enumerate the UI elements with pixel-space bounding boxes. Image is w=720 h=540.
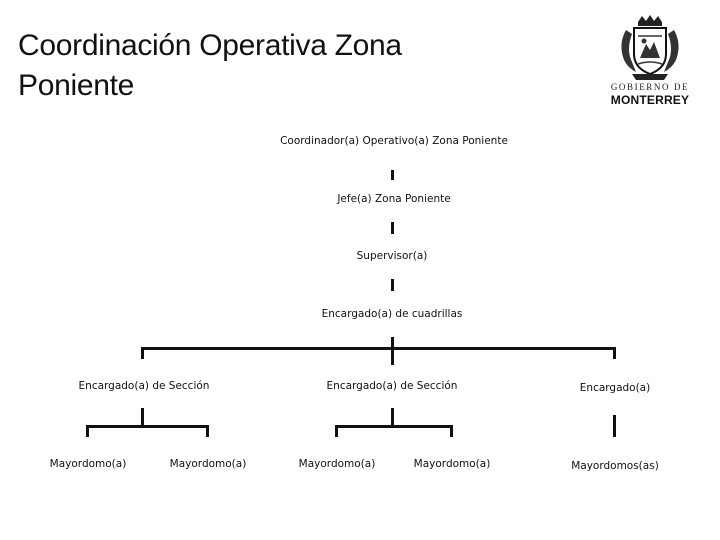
node-steward-3: Mayordomo(a)	[298, 458, 376, 470]
branch-drop-steward-1	[86, 425, 89, 437]
node-crew-manager: Encargado(a) de cuadrillas	[321, 308, 463, 320]
node-steward-4: Mayordomo(a)	[413, 458, 491, 470]
node-section-manager-2: Encargado(a) de Sección	[326, 380, 458, 392]
connector-chief-supervisor	[391, 222, 394, 234]
connector-manager3-stewards	[613, 415, 616, 437]
title-line-2: Poniente	[18, 69, 135, 102]
connector-section1-branch	[141, 408, 144, 426]
coat-of-arms-icon	[608, 14, 692, 82]
branch-drop-right	[613, 347, 616, 359]
monterrey-logo	[608, 14, 692, 106]
node-section-manager-1: Encargado(a) de Sección	[78, 380, 210, 392]
branch-horizontal-level-1	[141, 347, 616, 350]
node-steward-1: Mayordomo(a)	[49, 458, 127, 470]
page-title	[18, 26, 538, 106]
connector-crew-branch	[391, 337, 394, 365]
logo-text-monterrey: MONTERREY	[610, 93, 690, 107]
node-coordinator: Coordinador(a) Operativo(a) Zona Poniente	[280, 135, 508, 147]
node-stewards-5: Mayordomos(as)	[571, 460, 659, 472]
branch-drop-steward-3	[335, 425, 338, 437]
connector-section2-branch	[391, 408, 394, 426]
branch-drop-left	[141, 347, 144, 359]
branch-horizontal-section-1	[86, 425, 209, 428]
logo-text-gobierno: GOBIERNO DE	[610, 82, 690, 92]
branch-drop-steward-2	[206, 425, 209, 437]
title-line-1: Coordinación Operativa Zona	[18, 29, 402, 62]
branch-drop-steward-4	[450, 425, 453, 437]
connector-coordinator-chief	[391, 170, 394, 180]
branch-horizontal-section-2	[335, 425, 453, 428]
node-steward-2: Mayordomo(a)	[169, 458, 247, 470]
node-manager-3: Encargado(a)	[579, 382, 651, 394]
node-supervisor: Supervisor(a)	[356, 250, 428, 262]
connector-supervisor-crew	[391, 279, 394, 291]
node-chief: Jefe(a) Zona Poniente	[337, 193, 451, 205]
